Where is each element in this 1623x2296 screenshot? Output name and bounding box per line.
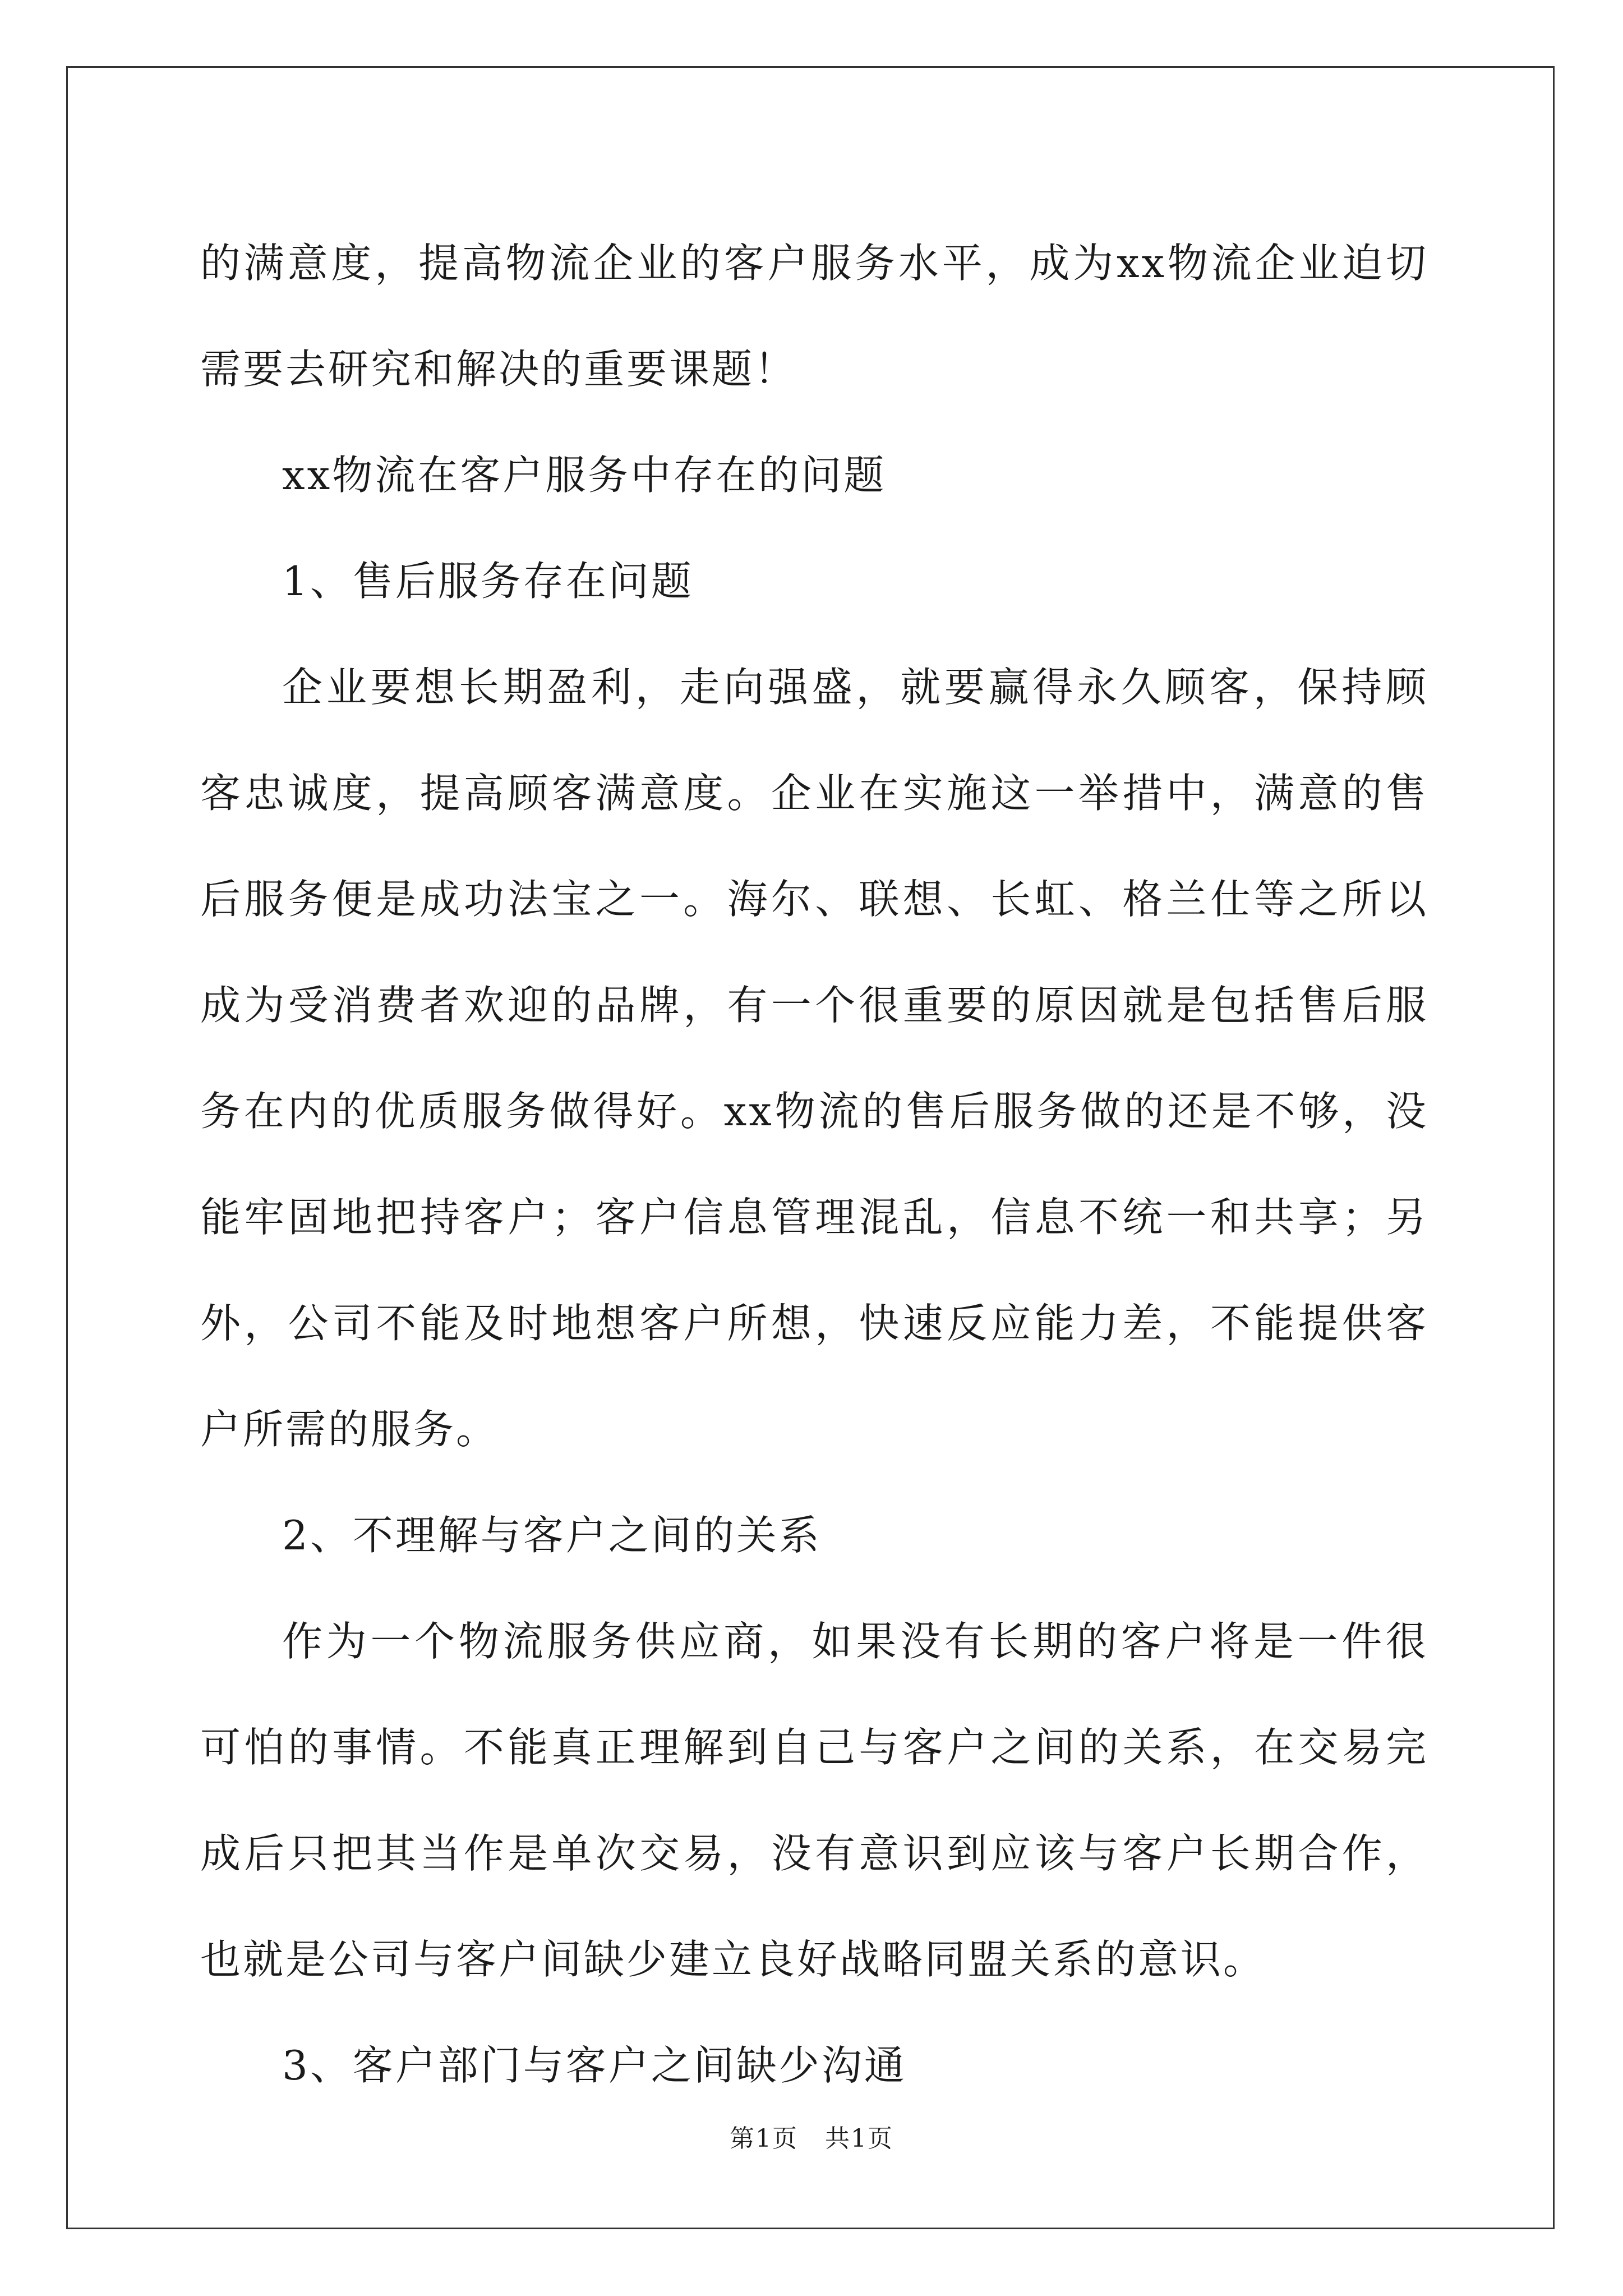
document-body bbox=[200, 210, 1428, 2119]
subheading-after-sales: 1、售后服务存在问题 bbox=[282, 558, 694, 605]
paragraph-after-sales: 企业要想长期盈利，走向强盛，就要赢得永久顾客，保持顾客忠诚度，提高顾客满意度。企业在实施这一举措中，满意的售后服务便是成功法宝之一。海尔、联想、长虹、格兰仕等之所以成为受消费者欢迎的品牌，有一个很重要的原因就是包括售后服务在内的优质服务做得好。xx物流的售后服务做的还是不够，没能牢固地把持客户；客户信息管理混乱，信息不统一和共享；另外，公司不能及时地想客户所想，快速反应能力差，不能提供客户所需的服务。 bbox=[200, 664, 1428, 1453]
paragraph-customer-relationship: 作为一个物流服务供应商，如果没有长期的客户将是一件很可怕的事情。不能真正理解到自己与客户之间的关系，在交易完成后只把其当作是单次交易，没有意识到应该与客户长期合作，也就是公司与客户间缺少建立良好战略同盟关系的意识。 bbox=[200, 1618, 1428, 1983]
paragraph-intro-continuation: 的满意度，提高物流企业的客户服务水平，成为xx物流企业迫切需要去研究和解决的重要课题！ bbox=[200, 240, 1428, 393]
page-number-total: 共1页 bbox=[825, 2124, 893, 2153]
page-number-current: 第1页 bbox=[730, 2124, 798, 2153]
subheading-communication: 3、客户部门与客户之间缺少沟通 bbox=[282, 2042, 907, 2089]
page-footer bbox=[0, 2122, 1623, 2156]
section-heading-problems: xx物流在客户服务中存在的问题 bbox=[282, 452, 887, 499]
subheading-customer-relationship: 2、不理解与客户之间的关系 bbox=[282, 1512, 822, 1559]
